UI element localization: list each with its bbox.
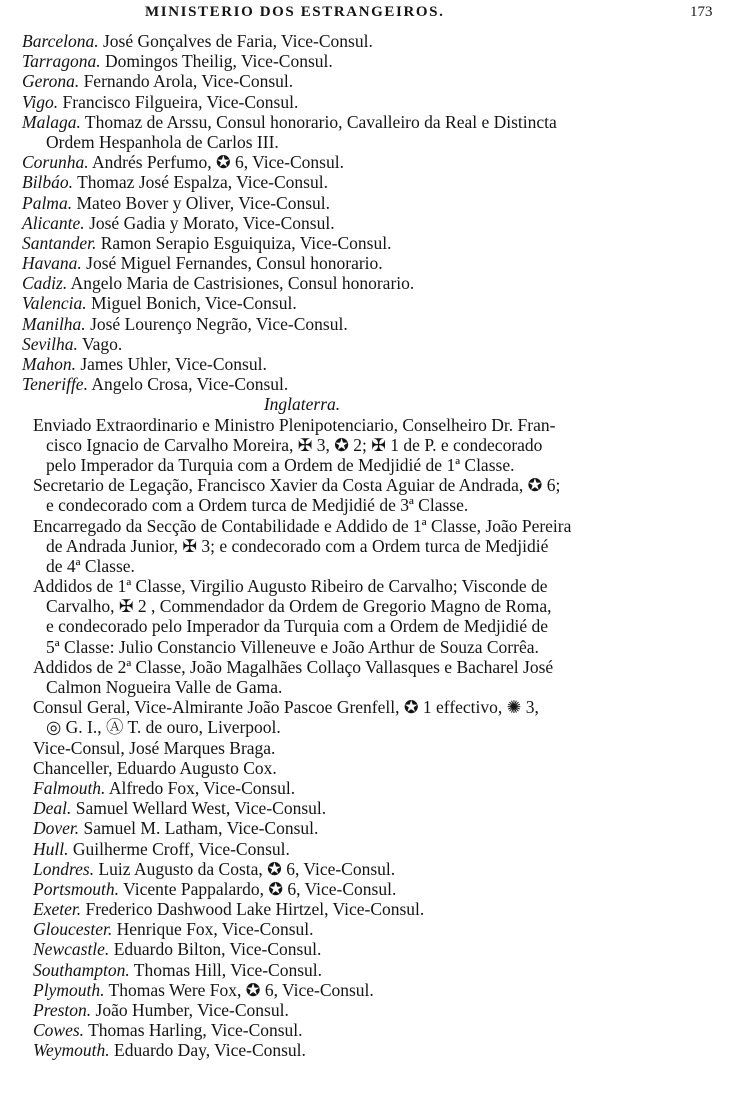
line-text: Encarregado da Secção de Contabilidade e Addido de 1ª Classe, João Pereira xyxy=(33,515,572,536)
line-text: Carvalho, ✠ 2 , Commendador da Ordem de Gregorio Magno de Roma, xyxy=(46,596,552,617)
text-line xyxy=(22,657,722,677)
line-text: José Miguel Fernandes, Consul honorario. xyxy=(81,253,383,274)
text-line xyxy=(22,213,722,233)
text-line xyxy=(22,1000,722,1020)
text-line xyxy=(22,455,722,475)
place-name: Mahon. xyxy=(22,354,76,374)
line-text: Vice-Consul, José Marques Braga. xyxy=(33,737,276,758)
text-line xyxy=(22,839,722,859)
line-text: Angelo Maria de Castrisiones, Consul honorario. xyxy=(67,273,415,294)
text-line xyxy=(22,596,722,616)
line-text: Calmon Nogueira Valle de Gama. xyxy=(46,677,283,697)
line-text: Thomas Were Fox, ✪ 6, Vice-Consul. xyxy=(104,979,374,1000)
text-line xyxy=(22,738,722,758)
text-line xyxy=(22,879,722,899)
text-line xyxy=(22,677,722,697)
place-name: Weymouth. xyxy=(33,1040,110,1061)
place-name: Dover. xyxy=(33,818,80,839)
line-text: José Lourenço Negrão, Vice-Consul. xyxy=(85,313,348,334)
line-text: Mateo Bover y Oliver, Vice-Consul. xyxy=(72,192,331,213)
line-text: Consul Geral, Vice-Almirante João Pascoe Grenfell, ✪ 1 effectivo, ✺ 3, xyxy=(33,697,539,718)
line-text: e condecorado com a Ordem turca de Medjidié de 3ª Classe. xyxy=(46,495,469,516)
line-text: Eduardo Day, Vice-Consul. xyxy=(109,1040,306,1061)
place-name: Barcelona. xyxy=(22,31,99,51)
line-text: Miguel Bonich, Vice-Consul. xyxy=(86,293,297,314)
text-line xyxy=(22,354,722,374)
text-line xyxy=(22,960,722,980)
text-line xyxy=(22,71,722,91)
place-name: Sevilha. xyxy=(22,333,78,354)
place-name: Exeter. xyxy=(33,899,82,920)
line-text: Domingos Theilig, Vice-Consul. xyxy=(100,51,333,72)
line-text: Samuel M. Latham, Vice-Consul. xyxy=(79,818,319,839)
text-line xyxy=(22,717,722,737)
text-line xyxy=(22,919,722,939)
place-name: Cadiz. xyxy=(22,273,68,294)
line-text: Vago. xyxy=(77,333,123,354)
place-name: Malaga. xyxy=(22,111,81,132)
line-text: e condecorado pelo Imperador da Turquia com a Ordem de Medjidié de xyxy=(46,616,548,637)
running-title: MINISTERIO DOS ESTRANGEIROS. xyxy=(145,4,445,20)
text-line xyxy=(22,980,722,1000)
line-text: Fernando Arola, Vice-Consul. xyxy=(79,71,294,92)
text-line xyxy=(22,495,722,515)
place-name: Portsmouth. xyxy=(33,878,120,899)
line-text: Samuel Wellard West, Vice-Consul. xyxy=(71,798,327,819)
line-text: José Gonçalves de Faria, Vice-Consul. xyxy=(98,31,373,51)
place-name: Bilbáo. xyxy=(22,172,74,193)
place-name: Palma. xyxy=(22,192,73,213)
place-name: Manilha. xyxy=(22,313,86,334)
line-text: Andrés Perfumo, ✪ 6, Vice-Consul. xyxy=(88,152,344,173)
place-name: Alicante. xyxy=(22,212,85,233)
line-text: Alfredo Fox, Vice-Consul. xyxy=(105,777,296,798)
line-text: Secretario de Legação, Francisco Xavier da Costa Aguiar de Andrada, ✪ 6; xyxy=(33,475,561,496)
line-text: João Humber, Vice-Consul. xyxy=(91,1000,289,1020)
line-text: de Andrada Junior, ✠ 3; e condecorado com a Ordem turca de Medjidié xyxy=(46,535,549,556)
text-line xyxy=(22,1040,722,1060)
text-line xyxy=(22,859,722,879)
text-line xyxy=(22,637,722,657)
line-text: Inglaterra. xyxy=(263,394,341,415)
line-text: Henrique Fox, Vice-Consul. xyxy=(112,919,314,940)
line-text: 5ª Classe: Julio Constancio Villeneuve e João Arthur de Souza Corrêa. xyxy=(46,636,539,657)
text-line xyxy=(22,818,722,838)
line-text: Thomas Hill, Vice-Consul. xyxy=(129,959,323,980)
line-text: cisco Ignacio de Carvalho Moreira, ✠ 3, ✪ 2; ✠ 1 de P. e condecorado xyxy=(46,434,543,455)
text-line xyxy=(22,334,722,354)
line-text: de 4ª Classe. xyxy=(46,555,135,576)
text-line xyxy=(22,374,722,394)
text-line xyxy=(22,415,722,435)
place-name: Londres. xyxy=(33,858,95,879)
line-text: Enviado Extraordinario e Ministro Plenipotenciario, Conselheiro Dr. Fran- xyxy=(33,414,556,435)
text-line xyxy=(22,193,722,213)
text-line xyxy=(22,697,722,717)
place-name: Cowes. xyxy=(33,1020,85,1041)
text-line xyxy=(22,778,722,798)
text-line xyxy=(22,758,722,778)
page-body xyxy=(22,31,722,1061)
line-text: Chanceller, Eduardo Augusto Cox. xyxy=(33,757,277,778)
place-name: Havana. xyxy=(22,253,82,274)
text-line xyxy=(22,798,722,818)
text-line xyxy=(22,152,722,172)
place-name: Deal. xyxy=(33,798,72,819)
page-number: 173 xyxy=(690,4,713,20)
text-line xyxy=(22,576,722,596)
text-line xyxy=(22,51,722,71)
text-line xyxy=(22,273,722,293)
place-name: Valencia. xyxy=(22,293,87,314)
line-text: Guilherme Croff, Vice-Consul. xyxy=(68,838,290,859)
line-text: Francisco Filgueira, Vice-Consul. xyxy=(58,91,299,112)
place-name: Newcastle. xyxy=(33,939,110,960)
text-line xyxy=(22,1020,722,1040)
place-name: Gerona. xyxy=(22,71,80,92)
line-text: Thomaz José Espalza, Vice-Consul. xyxy=(73,172,328,193)
text-line xyxy=(22,899,722,919)
text-line xyxy=(22,616,722,636)
text-line xyxy=(22,253,722,273)
text-line xyxy=(22,314,722,334)
line-text: Addidos de 1ª Classe, Virgilio Augusto Ribeiro de Carvalho; Visconde de xyxy=(33,576,548,597)
place-name: Tarragona. xyxy=(22,51,101,72)
place-name: Teneriffe. xyxy=(22,374,88,395)
line-text: Thomas Harling, Vice-Consul. xyxy=(84,1020,303,1041)
text-line xyxy=(22,172,722,192)
line-text: José Gadia y Morato, Vice-Consul. xyxy=(84,212,335,233)
line-text: Thomaz de Arssu, Consul honorario, Cavalleiro da Real e Distincta xyxy=(80,111,557,132)
line-text: Vicente Pappalardo, ✪ 6, Vice-Consul. xyxy=(119,878,397,899)
text-line xyxy=(22,536,722,556)
text-line xyxy=(22,516,722,536)
text-line xyxy=(22,293,722,313)
line-text: Eduardo Bilton, Vice-Consul. xyxy=(109,939,322,960)
place-name: Gloucester. xyxy=(33,919,113,940)
place-name: Vigo. xyxy=(22,91,59,112)
text-line xyxy=(22,435,722,455)
text-line xyxy=(22,132,722,152)
place-name: Preston. xyxy=(33,1000,92,1020)
text-line xyxy=(22,92,722,112)
line-text: Frederico Dashwood Lake Hirtzel, Vice-Consul. xyxy=(81,899,425,920)
line-text: pelo Imperador da Turquia com a Ordem de Medjidié de 1ª Classe. xyxy=(46,454,515,475)
text-line xyxy=(22,556,722,576)
section-heading xyxy=(22,394,582,414)
place-name: Corunha. xyxy=(22,152,89,173)
line-text: James Uhler, Vice-Consul. xyxy=(75,354,267,374)
line-text: Luiz Augusto da Costa, ✪ 6, Vice-Consul. xyxy=(94,858,396,879)
place-name: Santander. xyxy=(22,232,97,253)
text-line xyxy=(22,233,722,253)
text-line xyxy=(22,31,722,51)
text-line xyxy=(22,475,722,495)
text-line xyxy=(22,939,722,959)
line-text: ◎ G. I., Ⓐ T. de ouro, Liverpool. xyxy=(46,717,281,738)
page-header xyxy=(0,4,736,24)
place-name: Falmouth. xyxy=(33,777,106,798)
place-name: Southampton. xyxy=(33,959,130,980)
line-text: Ramon Serapio Esguiquiza, Vice-Consul. xyxy=(96,232,392,253)
place-name: Plymouth. xyxy=(33,979,105,1000)
line-text: Angelo Crosa, Vice-Consul. xyxy=(87,374,289,395)
line-text: Ordem Hespanhola de Carlos III. xyxy=(46,131,279,152)
place-name: Hull. xyxy=(33,838,69,859)
text-line xyxy=(22,112,722,132)
line-text: Addidos de 2ª Classe, João Magalhães Collaço Vallasques e Bacharel José xyxy=(33,656,554,677)
